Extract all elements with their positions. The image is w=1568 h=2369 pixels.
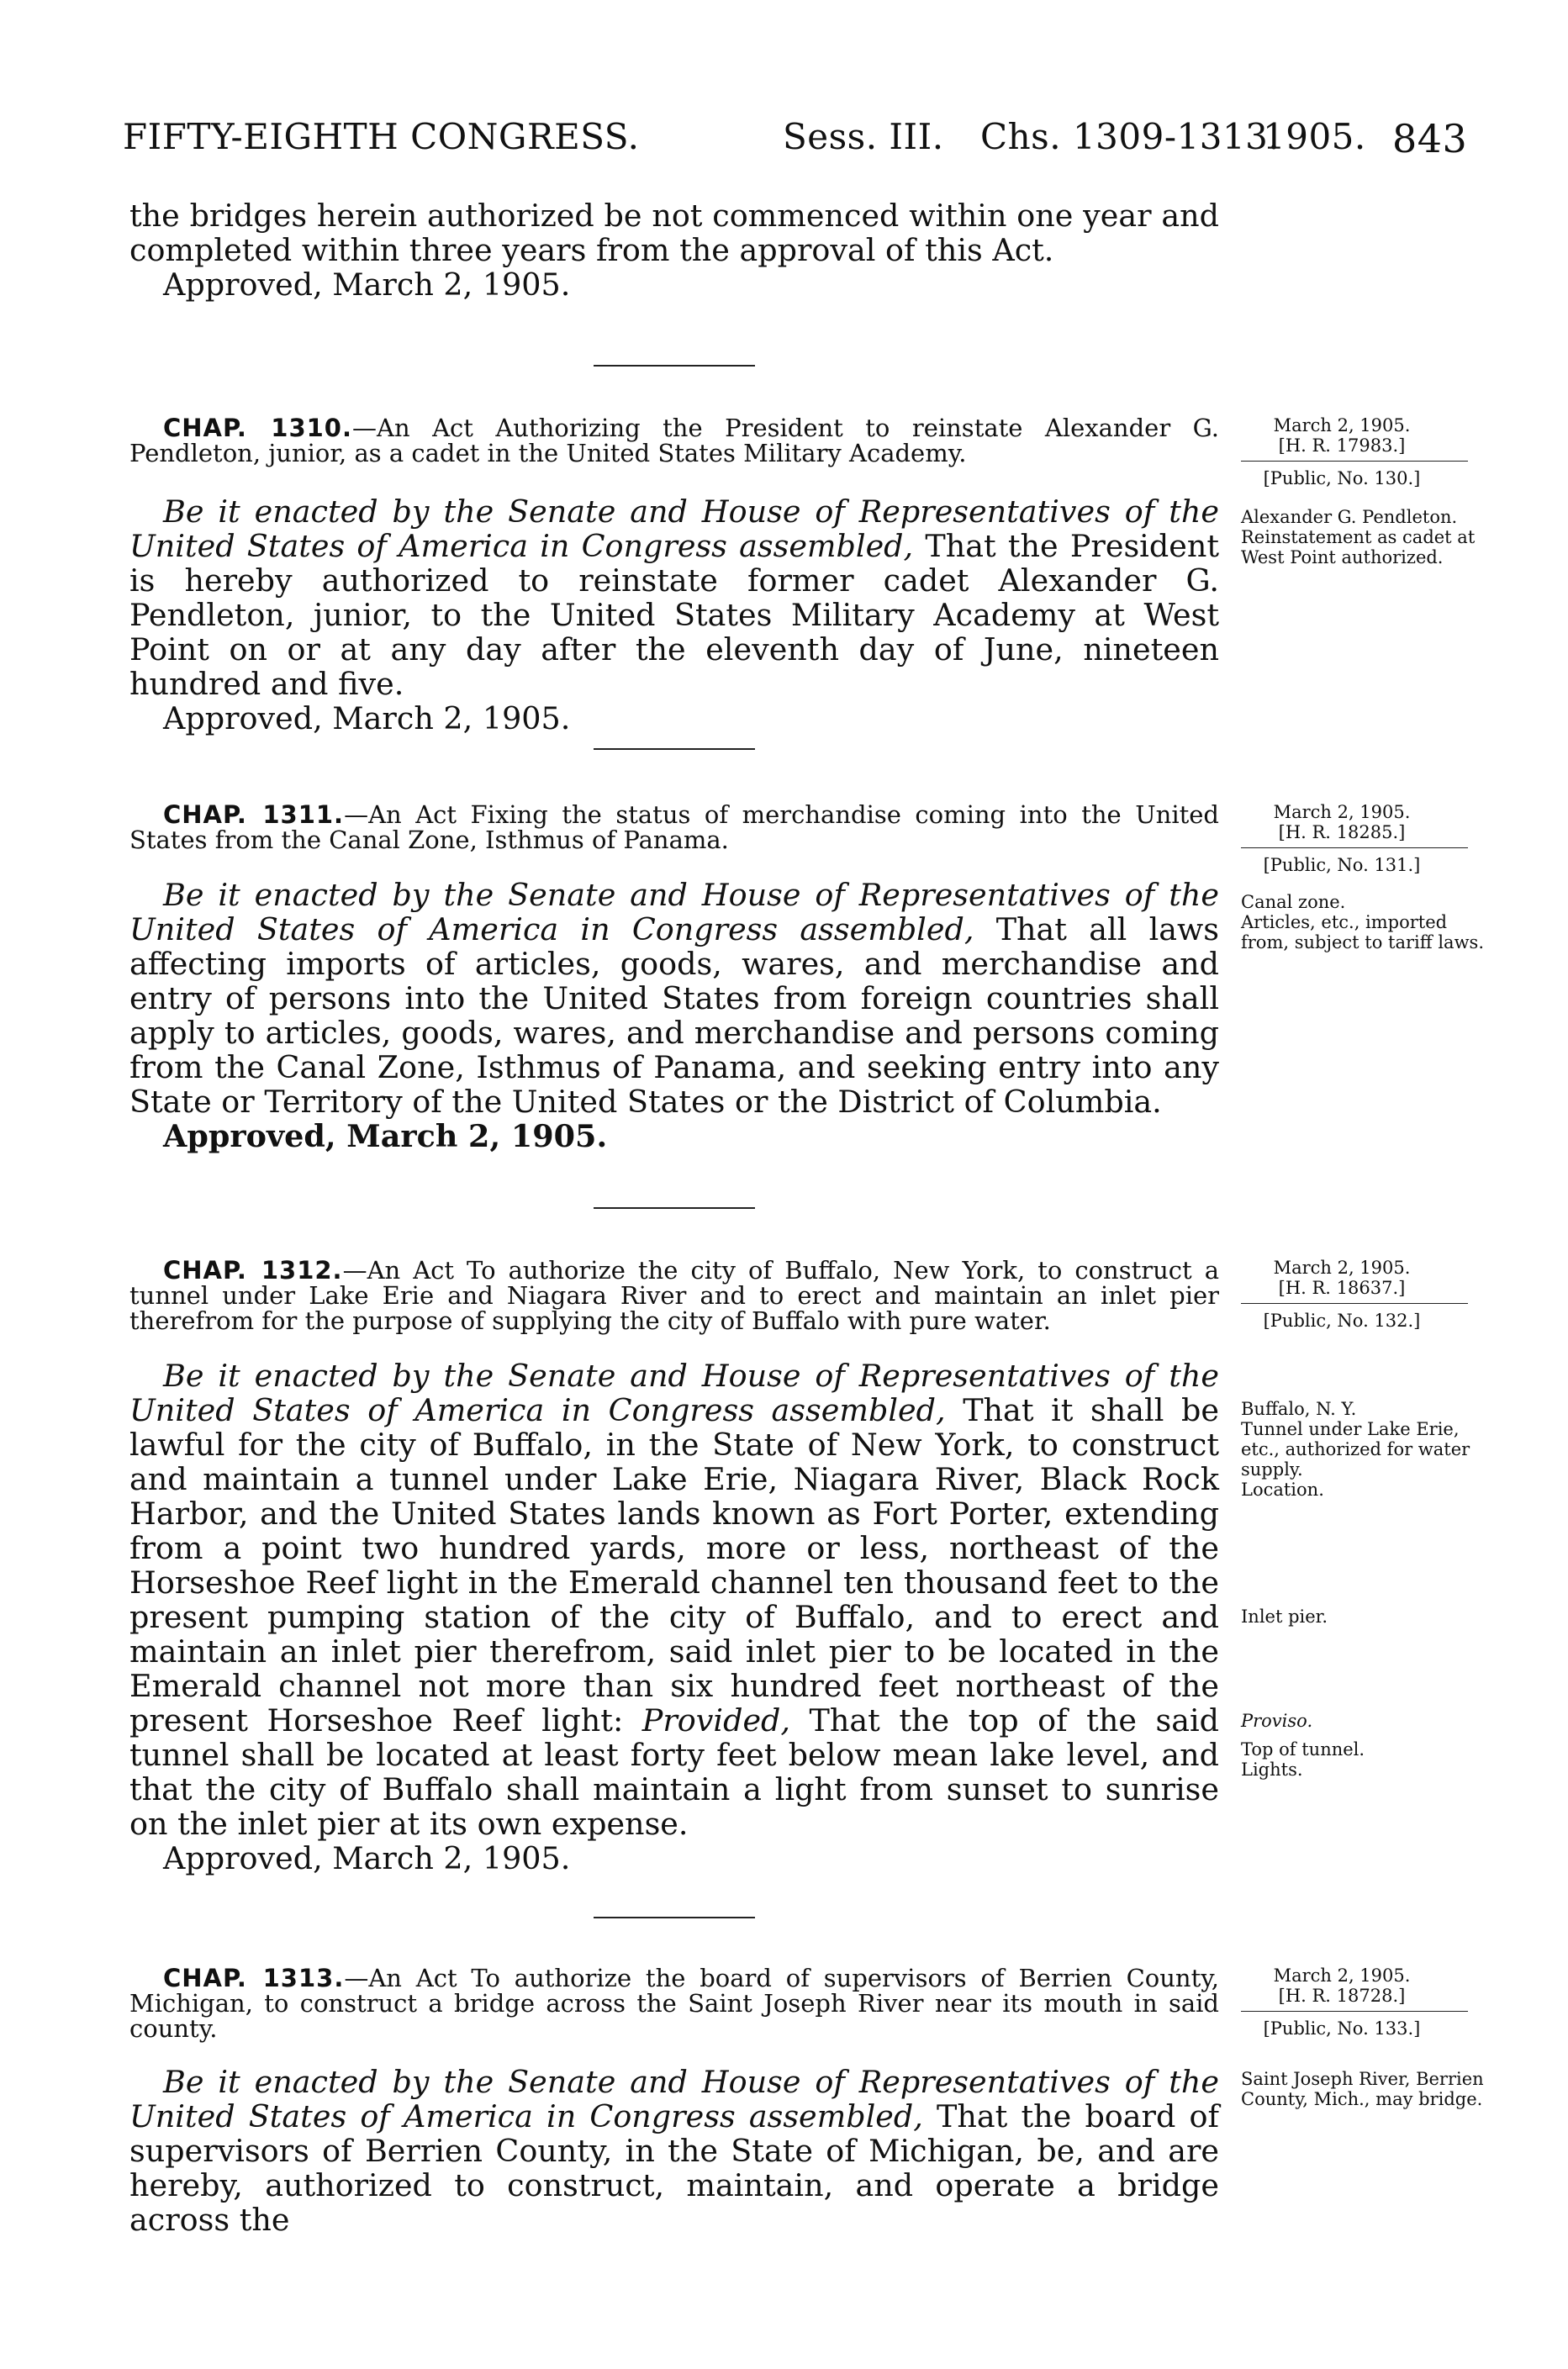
margin-note: Proviso. [1241,1711,1313,1731]
chapter-title [129,415,1219,466]
section-divider [594,1917,755,1918]
margin-date: March 2, 1905. [1273,802,1411,822]
chapter-body-text: That it shall be lawful for the city of Buffalo, in the State of New York, to construct and maintain a tunnel under Lake Erie, Niagara River, Black Rock Harbor, and the United States lands known as Fort Porter, extending from a point two hundred yards, more or less, northeast of the Horseshoe Reef light in the Emerald channel ten thousand feet to the present pumping station of the city of Buffalo, and to erect and maintain an inlet pier therefrom, said inlet pier to be located in the Emerald channel not more than six hundred feet northeast of the present Horseshoe Reef light: [129,1392,1219,1738]
chapter-body [129,1359,1219,1841]
section-divider [594,748,755,750]
section-divider [594,1207,755,1209]
margin-note: Canal zone. [1241,892,1346,912]
chapter-number: CHAP. 1311. [163,800,345,829]
enacting-clause: Be it enacted by the Senate and House of Representatives of the United States of America in Congress assembled, [129,2064,1219,2134]
header-congress: FIFTY-EIGHTH CONGRESS. [123,116,640,157]
chapter-title-text: —An Act To authorize the city of Buffalo, New York, to construct a tunnel under Lake Erie and Niagara River and to erect and maintain an inlet pier therefrom for the purpose of supplying the city of Buffalo with pure water. [129,1256,1219,1335]
proviso-word: Provided, [641,1702,791,1738]
margin-public-law: [Public, No. 132.] [1263,1311,1421,1331]
chapter-body [129,2065,1219,2237]
header-year: 1905. [1263,116,1366,157]
margin-date: March 2, 1905. [1273,1258,1411,1278]
continuation-text: the bridges herein authorized be not commenced within one year and completed within three years from the approval of this Act. [129,198,1219,268]
margin-public-law: [Public, No. 130.] [1263,468,1421,488]
chapter-1313 [129,1965,1219,2237]
margin-rule [1241,847,1468,848]
chapter-body [129,878,1219,1119]
margin-note: Location. [1241,1480,1324,1500]
margin-note: Articles, etc., imported from, subject to tariff laws. [1241,912,1485,952]
continuation-approved: Approved, March 2, 1905. [163,266,571,303]
enacting-clause: Be it enacted by the Senate and House of Representatives of the United States of America in Congress assembled, [129,1358,1219,1428]
margin-note: Top of tunnel. [1241,1739,1365,1760]
margin-note: Buffalo, N. Y. [1241,1399,1357,1419]
chapter-title [129,1258,1219,1333]
chapter-title [129,802,1219,852]
margin-notes-1312-proviso [1241,1711,1493,1780]
margin-notes-1312 [1241,1258,1493,1331]
margin-bill: [H. R. 17983.] [1278,435,1406,456]
chapter-title [129,1965,1219,2041]
margin-bill: [H. R. 18285.] [1278,822,1406,842]
chapter-1310 [129,415,1219,736]
page-number: 843 [1392,116,1468,161]
section-divider [594,365,755,367]
chapter-1311 [129,802,1219,1153]
margin-bill: [H. R. 18637.] [1278,1278,1406,1298]
margin-bill: [H. R. 18728.] [1278,1986,1406,2006]
chapter-number: CHAP. 1310. [163,414,352,442]
margin-notes-1311 [1241,802,1493,952]
margin-note: Lights. [1241,1760,1303,1780]
margin-date: March 2, 1905. [1273,1965,1411,1986]
margin-notes-1310 [1241,415,1493,567]
margin-date: March 2, 1905. [1273,415,1411,435]
chapter-body-text: That all laws affecting imports of articles, goods, wares, and merchandise and entry of persons into the United States from foreign countries shall apply to articles, goods, wares, and merchandise and persons coming from the Canal Zone, Isthmus of Panama, and seeking entry into any State or Territory of the United States or the District of Columbia. [129,911,1220,1120]
margin-note: Alexander G. Pendleton. [1241,507,1458,527]
margin-notes-1312-lower [1241,1399,1493,1500]
chapter-number: CHAP. 1312. [163,1256,343,1285]
margin-note: Tunnel under Lake Erie, etc., authorized for water supply. [1241,1419,1470,1480]
chapter-1312 [129,1258,1219,1876]
chapter-approved: Approved, March 2, 1905. [163,700,571,736]
chapter-body-text: That the President is hereby authorized to reinstate former cadet Alexander G. Pendleton, junior, to the United States Military Academy at West Point on or at any day after the eleventh day of June, nineteen hundred and five. [129,528,1219,702]
chapter-body-text: That the board of supervisors of Berrien County, in the State of Michigan, be, and are hereby, authorized to construct, maintain, and operate a bridge across the [129,2098,1219,2238]
margin-note: Saint Joseph River, Berrien County, Mich., may bridge. [1241,2069,1484,2109]
margin-rule [1241,1303,1468,1304]
chapter-approved: Approved, March 2, 1905. [163,1118,608,1154]
chapter-title-text: —An Act Authorizing the President to reinstate Alexander G. Pendleton, junior, as a cadet in the United States Military Academy. [129,414,1219,467]
margin-notes-1312-inlet [1241,1607,1493,1627]
enacting-clause: Be it enacted by the Senate and House of Representatives of the United States of America in Congress assembled, [129,493,1219,564]
margin-public-law: [Public, No. 131.] [1263,855,1421,875]
chapter-body [129,494,1219,701]
header-session: Sess. III. [783,116,944,157]
chapter-title-text: —An Act Fixing the status of merchandise coming into the United States from the Canal Zone, Isthmus of Panama. [129,800,1219,854]
continuation-block [129,198,1219,302]
header-chapters: Chs. 1309-1313. [980,116,1280,157]
chapter-approved: Approved, March 2, 1905. [163,1840,571,1876]
margin-note: Inlet pier. [1241,1607,1328,1627]
chapter-body-text-after: That the top of the said tunnel shall be located at least forty feet below mean lake level, and that the city of Buffalo shall maintain a light from sunset to sunrise on the inlet pier at its own expense. [129,1702,1219,1842]
chapter-title-text: —An Act To authorize the board of supervisors of Berrien County, Michigan, to construct a bridge across the Saint Joseph River near its mouth in said county. [129,1964,1219,2043]
chapter-number: CHAP. 1313. [163,1964,345,1992]
margin-note: Reinstatement as cadet at West Point authorized. [1241,527,1476,567]
margin-rule [1241,2011,1468,2012]
margin-rule [1241,461,1468,462]
margin-notes-1313 [1241,1965,1493,2109]
enacting-clause: Be it enacted by the Senate and House of Representatives of the United States of America in Congress assembled, [129,877,1219,947]
margin-public-law: [Public, No. 133.] [1263,2018,1421,2039]
